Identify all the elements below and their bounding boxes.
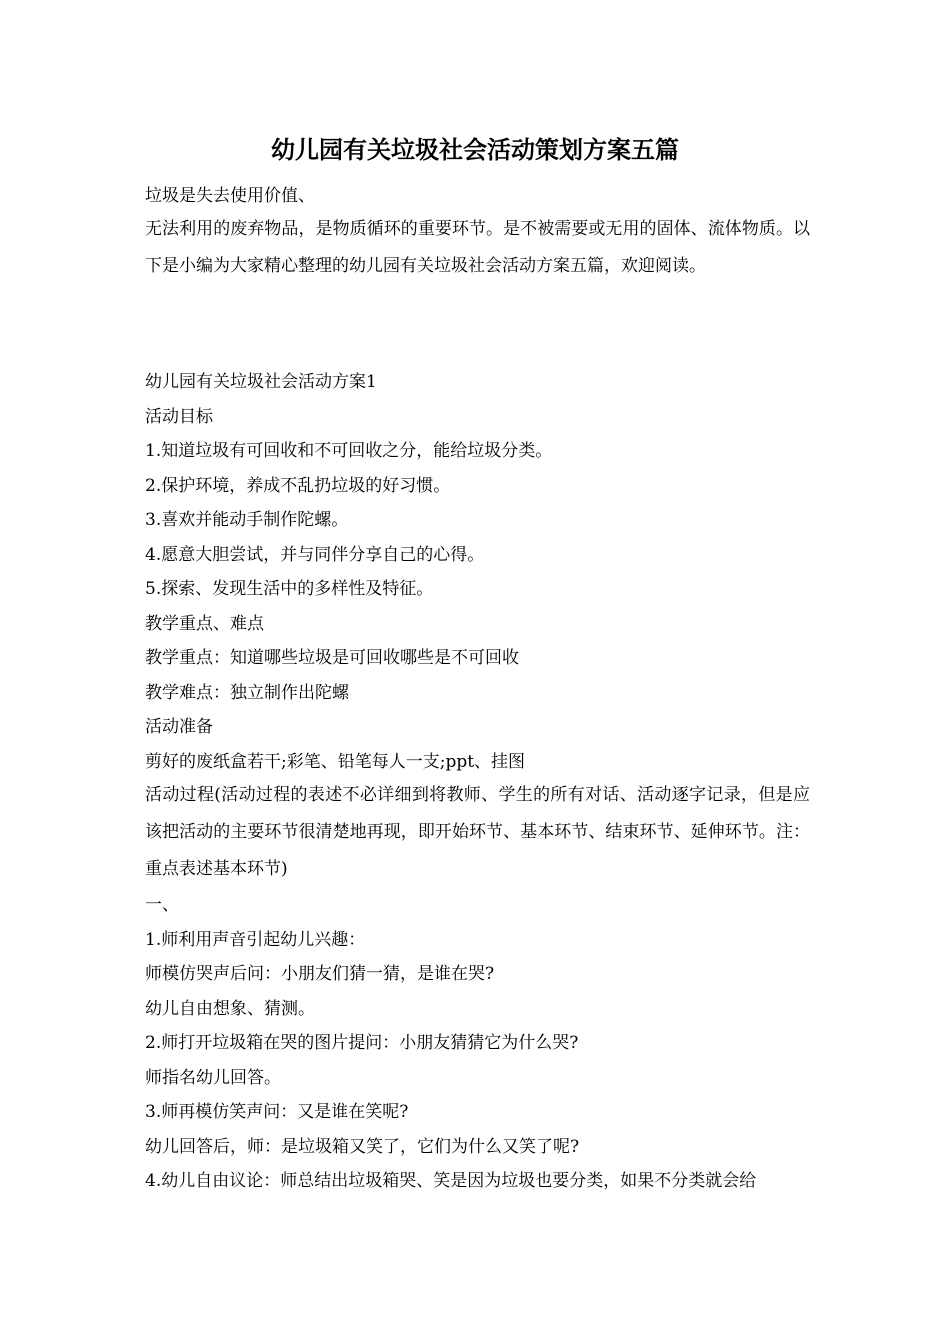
intro-block — [145, 184, 810, 285]
prep-heading: 活动准备 — [145, 717, 213, 737]
step-line: 3.师再模仿笑声问：又是谁在笑呢? — [145, 1102, 409, 1122]
intro-first-line: 垃圾是失去使用价值、 — [145, 186, 315, 206]
goals-heading: 活动目标 — [145, 406, 213, 427]
part-one-heading: 一、 — [145, 895, 179, 915]
step-line: 幼儿自由想象、猜测。 — [145, 998, 315, 1019]
goal-item: 5.探索、发现生活中的多样性及特征。 — [145, 579, 434, 599]
key-points-heading: 教学重点、难点 — [145, 613, 264, 634]
difficulty: 教学难点：独立制作出陀螺 — [145, 682, 349, 703]
intro-paragraph: 无法利用的废弃物品，是物质循环的重要环节。是不被需要或无用的固体、流体物质。以下是小编为大家精心整理的幼儿园有关垃圾社会活动方案五篇，欢迎阅读。 — [145, 219, 810, 276]
step-line: 师指名幼儿回答。 — [145, 1067, 281, 1088]
goal-item: 3.喜欢并能动手制作陀螺。 — [145, 510, 349, 530]
step-line: 幼儿回答后，师：是垃圾箱又笑了，它们为什么又笑了呢? — [145, 1136, 580, 1157]
goal-item: 4.愿意大胆尝试，并与同伴分享自己的心得。 — [145, 544, 485, 565]
process-paragraph: 活动过程(活动过程的表述不必详细到将教师、学生的所有对话、活动逐字记录，但是应该把活动的主要环节很清楚地再现，即开始环节、基本环节、结束环节、延伸环节。注：重点表述基本环节) — [145, 785, 810, 879]
goal-item: 1.知道垃圾有可回收和不可回收之分，能给垃圾分类。 — [145, 441, 553, 461]
step-line: 4.幼儿自由议论：师总结出垃圾箱哭、笑是因为垃圾也要分类，如果不分类就会给 — [145, 1171, 757, 1191]
key-point: 教学重点：知道哪些垃圾是可回收哪些是不可回收 — [145, 648, 519, 668]
document-title: 幼儿园有关垃圾社会活动策划方案五篇 — [271, 135, 679, 164]
step-line: 师模仿哭声后问：小朋友们猜一猜，是谁在哭? — [145, 964, 495, 984]
prep-text: 剪好的废纸盒若干;彩笔、铅笔每人一支;ppt、挂图 — [145, 751, 526, 772]
document-body — [145, 365, 810, 1199]
goal-item: 2.保护环境，养成不乱扔垃圾的好习惯。 — [145, 475, 451, 496]
step-line: 1.师利用声音引起幼儿兴趣： — [145, 929, 366, 950]
section-heading: 幼儿园有关垃圾社会活动方案1 — [145, 372, 377, 392]
step-line: 2.师打开垃圾箱在哭的图片提问：小朋友猜猜它为什么哭? — [145, 1033, 579, 1053]
